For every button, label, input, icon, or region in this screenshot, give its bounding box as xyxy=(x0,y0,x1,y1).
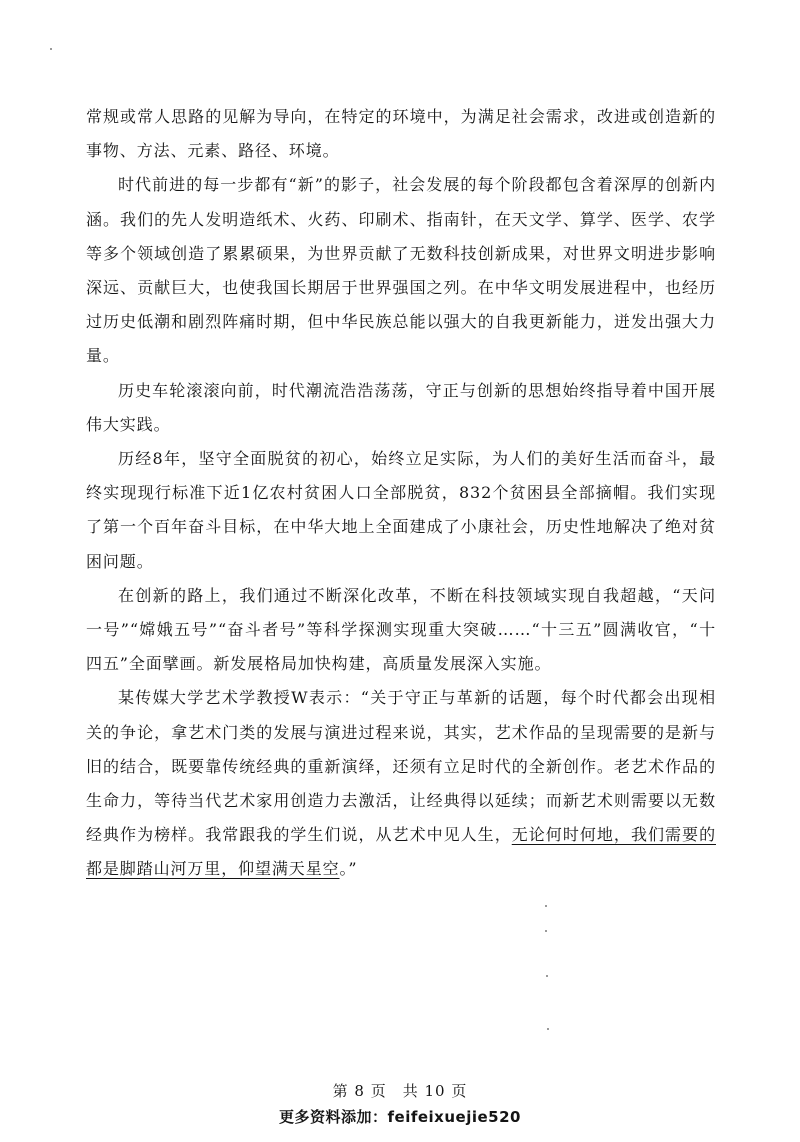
page-number: 第 8 页 共 10 页 xyxy=(332,1082,468,1100)
paragraph-1: 常规或常人思路的见解为导向，在特定的环境中，为满足社会需求，改进或创造新的事物、方法、元素、路径、环境。 xyxy=(86,107,716,161)
paragraph-5: 在创新的路上，我们通过不断深化改革，不断在科技领域实现自我超越，“天问一号”“嫦娥五号”“奋斗者号”等科学探测实现重大突破……“十三五”圆满收官，“十四五”全面擘画。新发展格局加快构建，高质量发展深入实施。 xyxy=(86,585,716,674)
scan-artifact xyxy=(545,905,547,907)
scan-artifact xyxy=(50,48,52,50)
footer-note: 更多资料添加：feifeixuejie520 xyxy=(279,1108,521,1126)
paragraph-6 xyxy=(86,681,716,886)
paragraph-3: 历史车轮滚滚向前，时代潮流浩浩荡荡，守正与创新的思想始终指导着中国开展伟大实践。 xyxy=(86,380,716,434)
underlined-quote: 无论何时何地，我们需要的都是脚踏山河万里，仰望满天星空 xyxy=(86,825,716,879)
paragraph-6-end: 。” xyxy=(339,859,358,879)
scan-artifact xyxy=(545,930,547,932)
document-body xyxy=(86,100,716,887)
paragraph-2: 时代前进的每一步都有“新”的影子，社会发展的每个阶段都包含着深厚的创新内涵。我们的先人发明造纸术、火药、印刷术、指南针，在天文学、算学、医学、农学等多个领域创造了累累硕果，为世界贡献了无数科技创新成果，对世界文明进步影响深远、贡献巨大，也使我国长期居于世界强国之列。在中华文明发展进程中，也经历过历史低潮和剧烈阵痛时期，但中华民族总能以强大的自我更新能力，迸发出强大力量。 xyxy=(86,175,716,366)
scan-artifact xyxy=(546,975,548,977)
paragraph-6-main: 某传媒大学艺术学教授W表示：“关于守正与革新的话题，每个时代都会出现相关的争论，拿艺术门类的发展与演进过程来说，其实，艺术作品的呈现需要的是新与旧的结合，既要靠传统经典的重新演绎，还须有立足时代的全新创作。老艺术作品的生命力，等待当代艺术家用创造力去激活，让经典得以延续；而新艺术则需要以无数经典作为榜样。我常跟我的学生们说，从艺术中见人生， xyxy=(86,688,716,845)
paragraph-4: 历经8年，坚守全面脱贫的初心，始终立足实际，为人们的美好生活而奋斗，最终实现现行标准下近1亿农村贫困人口全部脱贫，832个贫困县全部摘帽。我们实现了第一个百年奋斗目标，在中华大地上全面建成了小康社会，历史性地解决了绝对贫困问题。 xyxy=(86,449,716,571)
scan-artifact xyxy=(547,1028,549,1030)
